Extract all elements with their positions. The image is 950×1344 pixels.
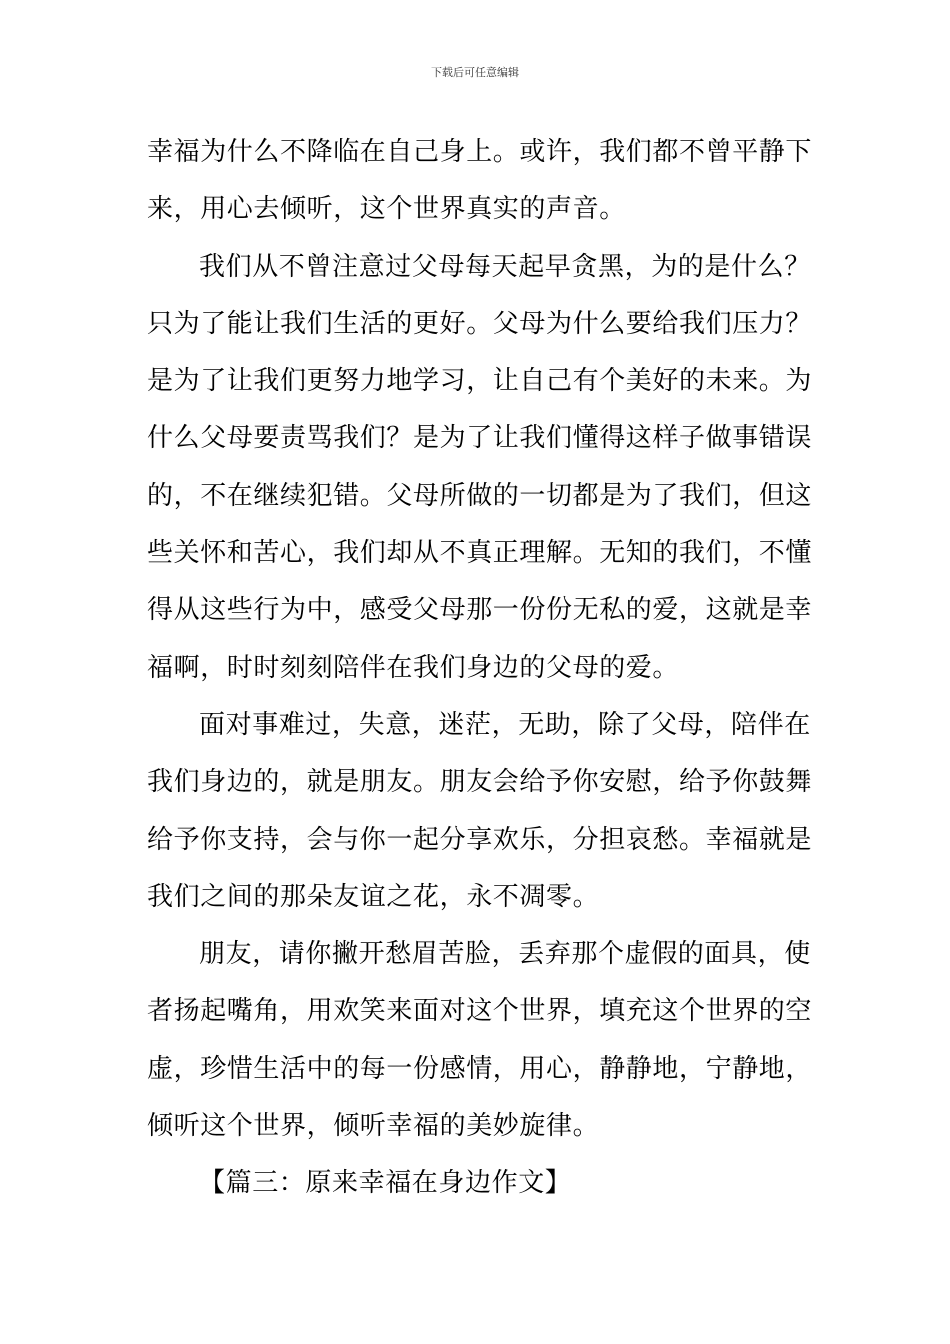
document-body — [147, 126, 813, 1215]
text-line: 倾听这个世界，倾听幸福的美妙旋律。 — [147, 1111, 600, 1142]
paragraph-first-line: 面对事难过，失意，迷茫，无助，除了父母，陪伴在 — [199, 709, 811, 740]
text-line: 的，不在继续犯错。父母所做的一切都是为了我们，但这 — [147, 480, 813, 511]
text-line: 者扬起嘴角，用欢笑来面对这个世界，填充这个世界的空 — [147, 996, 813, 1027]
paragraph-first-line: 我们从不曾注意过父母每天起早贪黑，为的是什么？ — [199, 251, 811, 282]
text-line: 我们身边的，就是朋友。朋友会给予你安慰，给予你鼓舞 — [147, 767, 813, 798]
page-header-note: 下载后可任意编辑 — [431, 66, 519, 79]
text-line: 给予你支持，会与你一起分享欢乐，分担哀愁。幸福就是 — [147, 824, 813, 855]
paragraph-first-line: 朋友，请你撇开愁眉苦脸，丢弃那个虚假的面具，使 — [199, 939, 811, 970]
text-line: 幸福为什么不降临在自己身上。或许，我们都不曾平静下 — [147, 137, 813, 167]
text-line: 得从这些行为中，感受父母那一份份无私的爱，这就是幸 — [147, 595, 813, 626]
text-line: 只为了能让我们生活的更好。父母为什么要给我们压力？ — [147, 308, 813, 339]
text-line: 福啊，时时刻刻陪伴在我们身边的父母的爱。 — [147, 652, 680, 683]
text-line: 来，用心去倾听，这个世界真实的声音。 — [147, 194, 626, 225]
text-line: 什么父母要责骂我们？是为了让我们懂得这样子做事错误 — [147, 423, 813, 454]
text-line: 虚，珍惜生活中的每一份感情，用心，静静地，宁静地， — [147, 1053, 813, 1084]
text-line: 些关怀和苦心，我们却从不真正理解。无知的我们，不懂 — [147, 538, 813, 569]
text-line: 是为了让我们更努力地学习，让自己有个美好的未来。为 — [147, 366, 813, 397]
text-line: 我们之间的那朵友谊之花，永不凋零。 — [147, 881, 600, 912]
section-heading: 【篇三：原来幸福在身边作文】 — [199, 1168, 572, 1199]
